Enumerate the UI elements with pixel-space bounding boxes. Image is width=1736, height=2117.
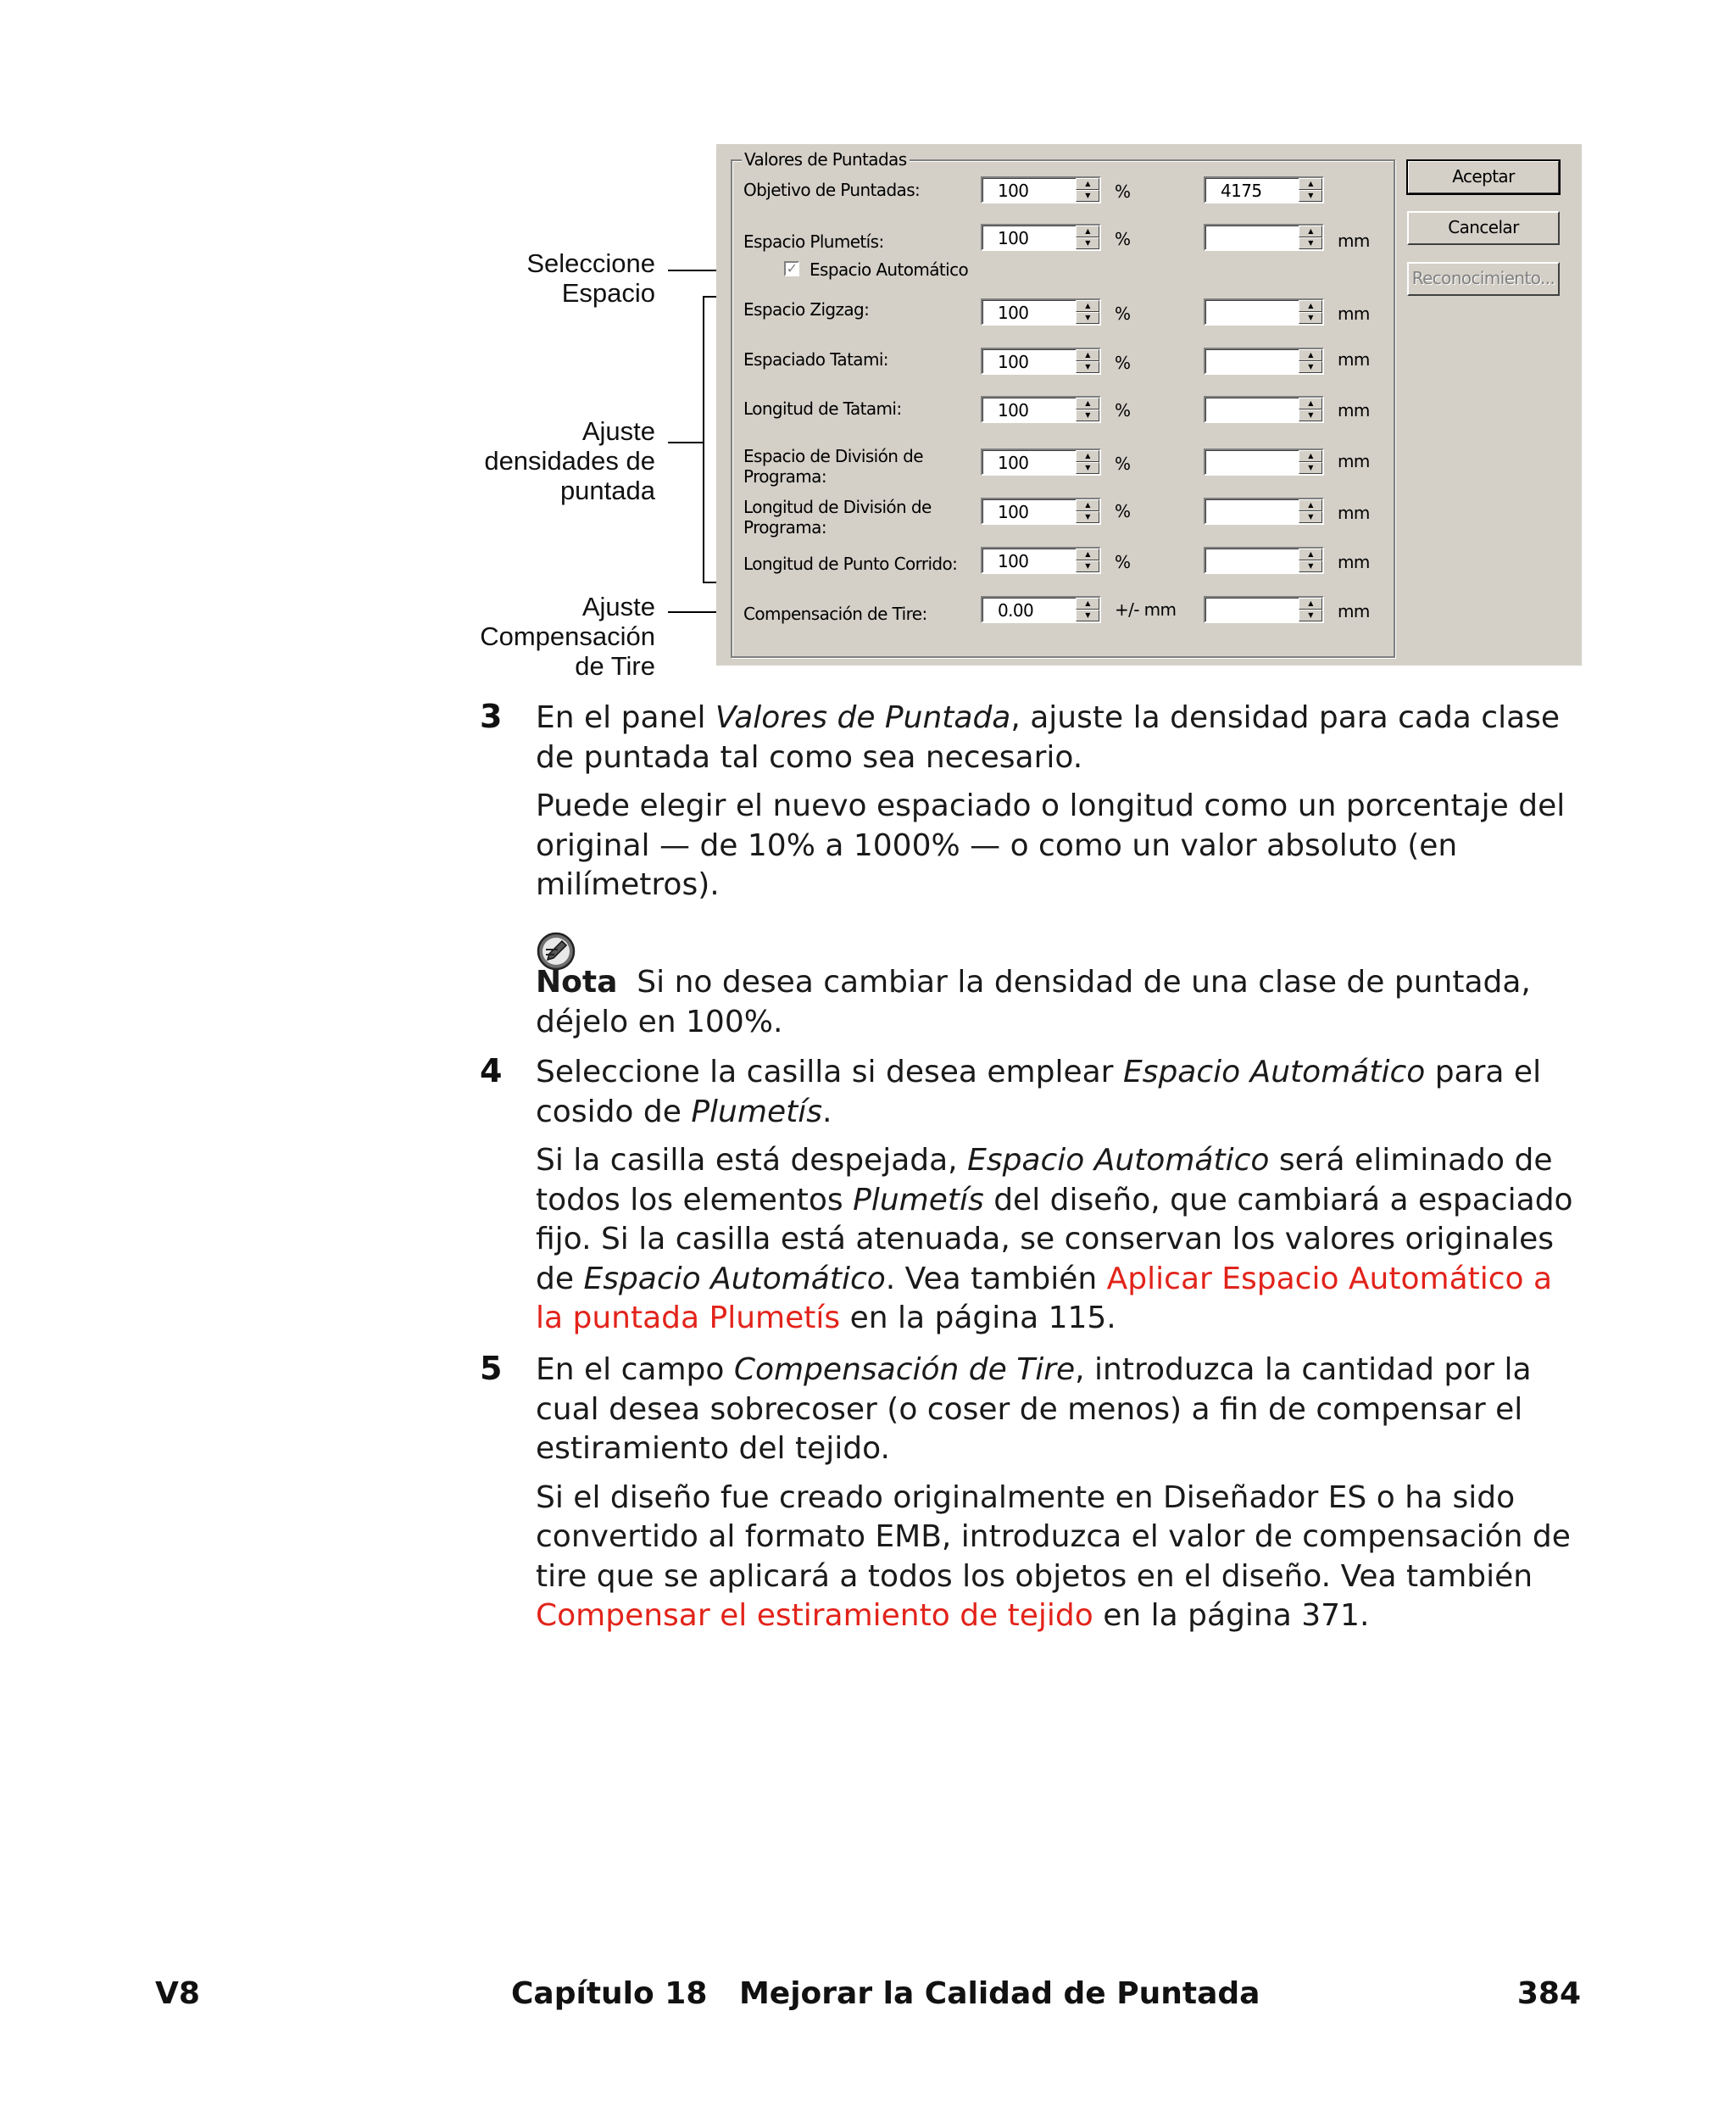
label-program-split-length: Longitud de División de Programa: [743,497,932,538]
step-4-paragraph-1: Seleccione la casilla si desea emplear Espacio Automático para el cosido de Plumetís. [536,1055,1542,1129]
program-split-length-mm-input[interactable] [1204,498,1324,525]
step-number-3: 3 [480,698,503,735]
unit-mm: mm [1338,503,1370,523]
spin-down-icon: ▼ [1076,190,1099,202]
spin-up-icon: ▲ [1299,226,1322,237]
spin-arrows[interactable] [1076,499,1099,523]
spin-down-icon: ▼ [1299,560,1322,572]
spin-arrows[interactable] [1299,349,1322,373]
spin-up-icon: ▲ [1076,499,1099,511]
tatami-spacing-mm-input[interactable] [1204,348,1324,375]
unit-percent: % [1115,229,1131,249]
check-icon: ✓ [786,260,798,276]
spin-down-icon: ▼ [1076,610,1099,621]
spin-down-icon: ▼ [1076,312,1099,324]
recognize-button[interactable]: Reconocimiento... [1407,262,1560,296]
ok-button[interactable]: Aceptar [1407,160,1560,194]
cancel-button[interactable]: Cancelar [1407,211,1560,245]
spin-up-icon: ▲ [1076,178,1099,190]
label-run-length: Longitud de Punto Corrido: [743,554,958,574]
spin-arrows[interactable] [1076,349,1099,373]
step-3-paragraph-1: En el panel Valores de Puntada, ajuste la densidad para cada clase de puntada tal como sea necesario. [536,700,1561,775]
spin-arrows[interactable] [1299,398,1322,421]
pull-comp-mm-input[interactable] [1204,596,1324,623]
spin-down-icon: ▼ [1299,237,1322,249]
auto-spacing-label: Espacio Automático [810,259,969,280]
spin-down-icon: ▼ [1299,190,1322,202]
step-4-paragraph-2: Si la casilla está despejada, Espacio Automático será eliminado de todos los elementos Plumetís del diseño, que cambiará a espaciado fijo. Si la casilla está atenuada, se conservan los valores originales de Espacio Automático. Vea también Aplicar Espacio Automático a la puntada Plumetís en la página 115. [536,1143,1573,1335]
spin-up-icon: ▲ [1076,349,1099,361]
spin-down-icon: ▼ [1076,511,1099,523]
stitch-target-percent-input[interactable]: 100 ▲ ▼ [981,176,1101,203]
label-tatami-spacing: Espaciado Tatami: [743,349,888,370]
auto-spacing-checkbox[interactable] [784,261,799,276]
note-text: Si no desea cambiar la densidad de una clase de puntada, déjelo en 100%. [536,965,1531,1039]
label-satin-spacing: Espacio Plumetís: [743,231,884,252]
unit-plus-minus-mm: +/- mm [1115,599,1177,620]
spin-down-icon: ▼ [1076,560,1099,572]
unit-mm: mm [1338,552,1370,572]
spin-arrows[interactable] [1299,226,1322,249]
spin-down-icon: ▼ [1299,312,1322,324]
note-label: Nota [536,965,618,1000]
satin-spacing-mm-input[interactable] [1204,224,1324,251]
step-5-text [536,1351,1587,1636]
unit-percent: % [1115,181,1131,202]
step-3-paragraph-2: Puede elegir el nuevo espaciado o longitud como un porcentaje del original — de 10% a 1000% — o como un valor absoluto (en milímetros). [536,788,1566,902]
unit-mm: mm [1338,231,1370,251]
footer-version: V8 [155,1976,200,2011]
callout-adjust-pull-comp: Ajuste Compensación de Tire [480,592,655,681]
spin-up-icon: ▲ [1299,300,1322,312]
pull-comp-input[interactable]: 0.00 ▲ ▼ [981,596,1101,623]
spin-up-icon: ▲ [1299,598,1322,610]
spin-arrows[interactable] [1299,300,1322,324]
spin-up-icon: ▲ [1299,549,1322,560]
spin-down-icon: ▼ [1299,610,1322,621]
spin-up-icon: ▲ [1076,450,1099,462]
label-stitch-target: Objetivo de Puntadas: [743,180,921,200]
label-pull-comp: Compensación de Tire: [743,604,927,624]
step-number-5: 5 [480,1350,503,1387]
tatami-length-percent-input[interactable]: 100 ▲ ▼ [981,396,1101,423]
footer-chapter: Capítulo 18 Mejorar la Calidad de Puntada [511,1976,1260,2011]
spin-arrows[interactable] [1299,450,1322,474]
tatami-spacing-percent-input[interactable]: 100 ▲ ▼ [981,348,1101,375]
spin-up-icon: ▲ [1076,398,1099,409]
step-4-text [536,1053,1587,1339]
step-5-paragraph-2: Si el diseño fue creado originalmente en Diseñador ES o ha sido convertido al formato EMB, introduzca el valor de compensación de tire que se aplicará a todos los objetos en el diseño. Vea también Compensar el estiramiento de tejido en la página 371. [536,1479,1571,1633]
label-tatami-length: Longitud de Tatami: [743,398,902,419]
step-5-paragraph-1: En el campo Compensación de Tire, introduzca la cantidad por la cual desea sobrecoser (o coser de menos) a fin de compensar el estiramiento del tejido. [536,1352,1532,1466]
spin-up-icon: ▲ [1299,398,1322,409]
label-zigzag-spacing: Espacio Zigzag: [743,299,870,320]
spin-up-icon: ▲ [1299,349,1322,361]
unit-mm: mm [1338,400,1370,421]
spin-arrows[interactable] [1076,300,1099,324]
spin-arrows[interactable] [1299,178,1322,202]
spin-arrows[interactable] [1299,499,1322,523]
callout-adjust-density: Ajuste densidades de puntada [484,416,655,505]
spin-down-icon: ▼ [1299,462,1322,474]
spin-down-icon: ▼ [1076,237,1099,249]
unit-mm: mm [1338,304,1370,324]
note-block [536,963,1587,1042]
step-number-4: 4 [480,1052,503,1089]
spin-up-icon: ▲ [1076,300,1099,312]
unit-mm: mm [1338,601,1370,621]
unit-percent: % [1115,501,1131,521]
spin-arrows[interactable] [1076,398,1099,421]
unit-percent: % [1115,454,1131,474]
spin-down-icon: ▼ [1076,409,1099,421]
callout-select-space: Seleccione Espacio [526,248,655,308]
unit-percent: % [1115,304,1131,324]
unit-mm: mm [1338,451,1370,471]
spin-down-icon: ▼ [1299,361,1322,373]
group-title: Valores de Puntadas [742,149,910,170]
satin-spacing-percent-input[interactable]: 100 ▲ ▼ [981,224,1101,251]
unit-percent: % [1115,552,1131,572]
spin-up-icon: ▲ [1299,499,1322,511]
zigzag-spacing-percent-input[interactable]: 100 ▲ ▼ [981,298,1101,326]
spin-down-icon: ▼ [1076,361,1099,373]
unit-percent: % [1115,400,1131,421]
spin-arrows[interactable] [1299,549,1322,572]
link-apply-auto-spacing[interactable]: Aplicar Espacio Automático a la puntada Plumetís [536,1261,1553,1335]
spin-up-icon: ▲ [1076,226,1099,237]
footer-page-number: 384 [1516,1976,1581,2011]
program-split-spacing-mm-input[interactable] [1204,448,1324,476]
spin-arrows[interactable] [1076,549,1099,572]
link-compensate-fabric-stretch[interactable]: Compensar el estiramiento de tejido [536,1598,1093,1633]
zigzag-spacing-mm-input[interactable] [1204,298,1324,326]
label-program-split-spacing: Espacio de División de Programa: [743,446,923,487]
stitch-values-dialog [716,144,1582,666]
spin-up-icon: ▲ [1299,178,1322,190]
spin-up-icon: ▲ [1076,598,1099,610]
unit-percent: % [1115,353,1131,373]
spin-arrows[interactable] [1076,450,1099,474]
spin-up-icon: ▲ [1299,450,1322,462]
stitch-target-absolute-input[interactable]: 4175 ▲ ▼ [1204,176,1324,203]
spin-down-icon: ▼ [1299,409,1322,421]
unit-mm: mm [1338,349,1370,370]
step-3-text [536,699,1587,905]
spin-down-icon: ▼ [1076,462,1099,474]
spin-down-icon: ▼ [1299,511,1322,523]
tatami-length-mm-input[interactable] [1204,396,1324,423]
program-split-length-percent-input[interactable]: 100 ▲ ▼ [981,498,1101,525]
spin-arrows[interactable] [1076,178,1099,202]
program-split-spacing-percent-input[interactable]: 100 ▲ ▼ [981,448,1101,476]
run-length-percent-input[interactable]: 100 ▲ ▼ [981,547,1101,574]
run-length-mm-input[interactable] [1204,547,1324,574]
spin-up-icon: ▲ [1076,549,1099,560]
spin-arrows[interactable] [1299,598,1322,621]
spin-arrows[interactable] [1076,226,1099,249]
spin-arrows[interactable] [1076,598,1099,621]
